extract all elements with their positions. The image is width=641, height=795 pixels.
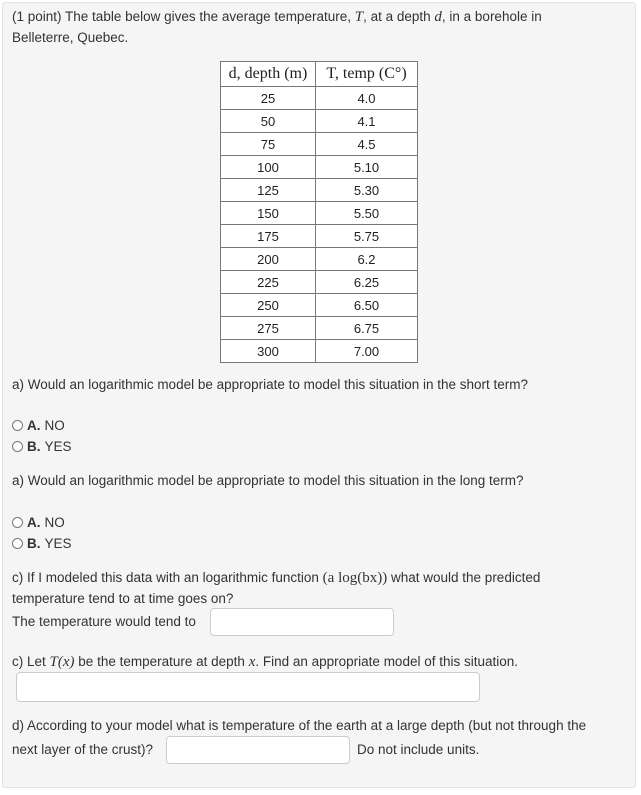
temp-cell: 4.0 [316,87,418,110]
question-c-line-2: temperature tend to at time goes on? [12,591,234,606]
depth-cell: 150 [221,202,316,225]
table-row [221,110,418,133]
question-c-line-1: c) If I modeled this data with an logarithmic function (a log(bx)) what would the predicted [12,570,541,586]
table-row [221,317,418,340]
temp-cell: 7.00 [316,340,418,363]
depth-cell: 75 [221,133,316,156]
option-b-yes[interactable]: B. YES [12,534,72,552]
func-T-of-x: T(x) [49,654,75,670]
var-x: x [248,654,256,670]
temp-cell: 5.50 [316,202,418,225]
question-d-line-2: next layer of the crust)? [12,742,154,757]
log-formula: (a log(bx)) [322,570,388,586]
table-row [221,294,418,317]
units-note: Do not include units. [357,742,480,757]
depth-cell: 25 [221,87,316,110]
var-d: d [434,9,442,25]
depth-cell: 250 [221,294,316,317]
table-row [221,156,418,179]
radio-button[interactable] [12,538,23,549]
table-row [221,340,418,363]
temp-cell: 6.50 [316,294,418,317]
table-row [221,87,418,110]
depth-cell: 175 [221,225,316,248]
depth-cell: 125 [221,179,316,202]
intro-line-1: (1 point) The table below gives the average temperature, T, at a depth d, in a borehole in [12,9,542,25]
var-T: T [354,9,364,25]
option-b-no[interactable]: A. NO [12,513,65,531]
header-temp: T, temp (C°) [316,62,418,87]
question-c-model: c) Let T(x) be the temperature at depth x. Find an appropriate model of this situation. [12,654,519,670]
table-row [221,225,418,248]
temp-cell: 6.75 [316,317,418,340]
table-row [221,271,418,294]
temperature-table [220,61,418,363]
radio-button[interactable] [12,441,23,452]
option-a-no[interactable]: A. NO [12,416,65,434]
depth-cell: 300 [221,340,316,363]
depth-cell: 200 [221,248,316,271]
question-a-short-term: a) Would an logarithmic model be appropriate to model this situation in the short term? [12,377,529,392]
temp-cell: 6.25 [316,271,418,294]
table-header-row [221,62,418,87]
question-b-long-term: a) Would an logarithmic model be appropriate to model this situation in the long term? [12,473,524,488]
temp-cell: 5.30 [316,179,418,202]
header-depth: d, depth (m) [221,62,316,87]
temp-cell: 5.75 [316,225,418,248]
depth-cell: 275 [221,317,316,340]
radio-button[interactable] [12,517,23,528]
temp-cell: 5.10 [316,156,418,179]
depth-cell: 100 [221,156,316,179]
temp-cell: 4.5 [316,133,418,156]
table-row [221,202,418,225]
answer-label-tend: The temperature would tend to [12,614,196,629]
temp-cell: 6.2 [316,248,418,271]
intro-line-2: Belleterre, Quebec. [12,30,129,45]
table-row [221,179,418,202]
depth-cell: 225 [221,271,316,294]
radio-button[interactable] [12,420,23,431]
table-row [221,248,418,271]
temp-cell: 4.1 [316,110,418,133]
large-depth-temperature-input[interactable] [166,736,350,764]
option-a-yes[interactable]: B. YES [12,437,72,455]
model-input[interactable] [16,672,480,702]
depth-cell: 50 [221,110,316,133]
table-row [221,133,418,156]
temperature-tend-input[interactable] [210,608,394,636]
question-d-line-1: d) According to your model what is temperature of the earth at a large depth (but not through the [12,718,587,733]
